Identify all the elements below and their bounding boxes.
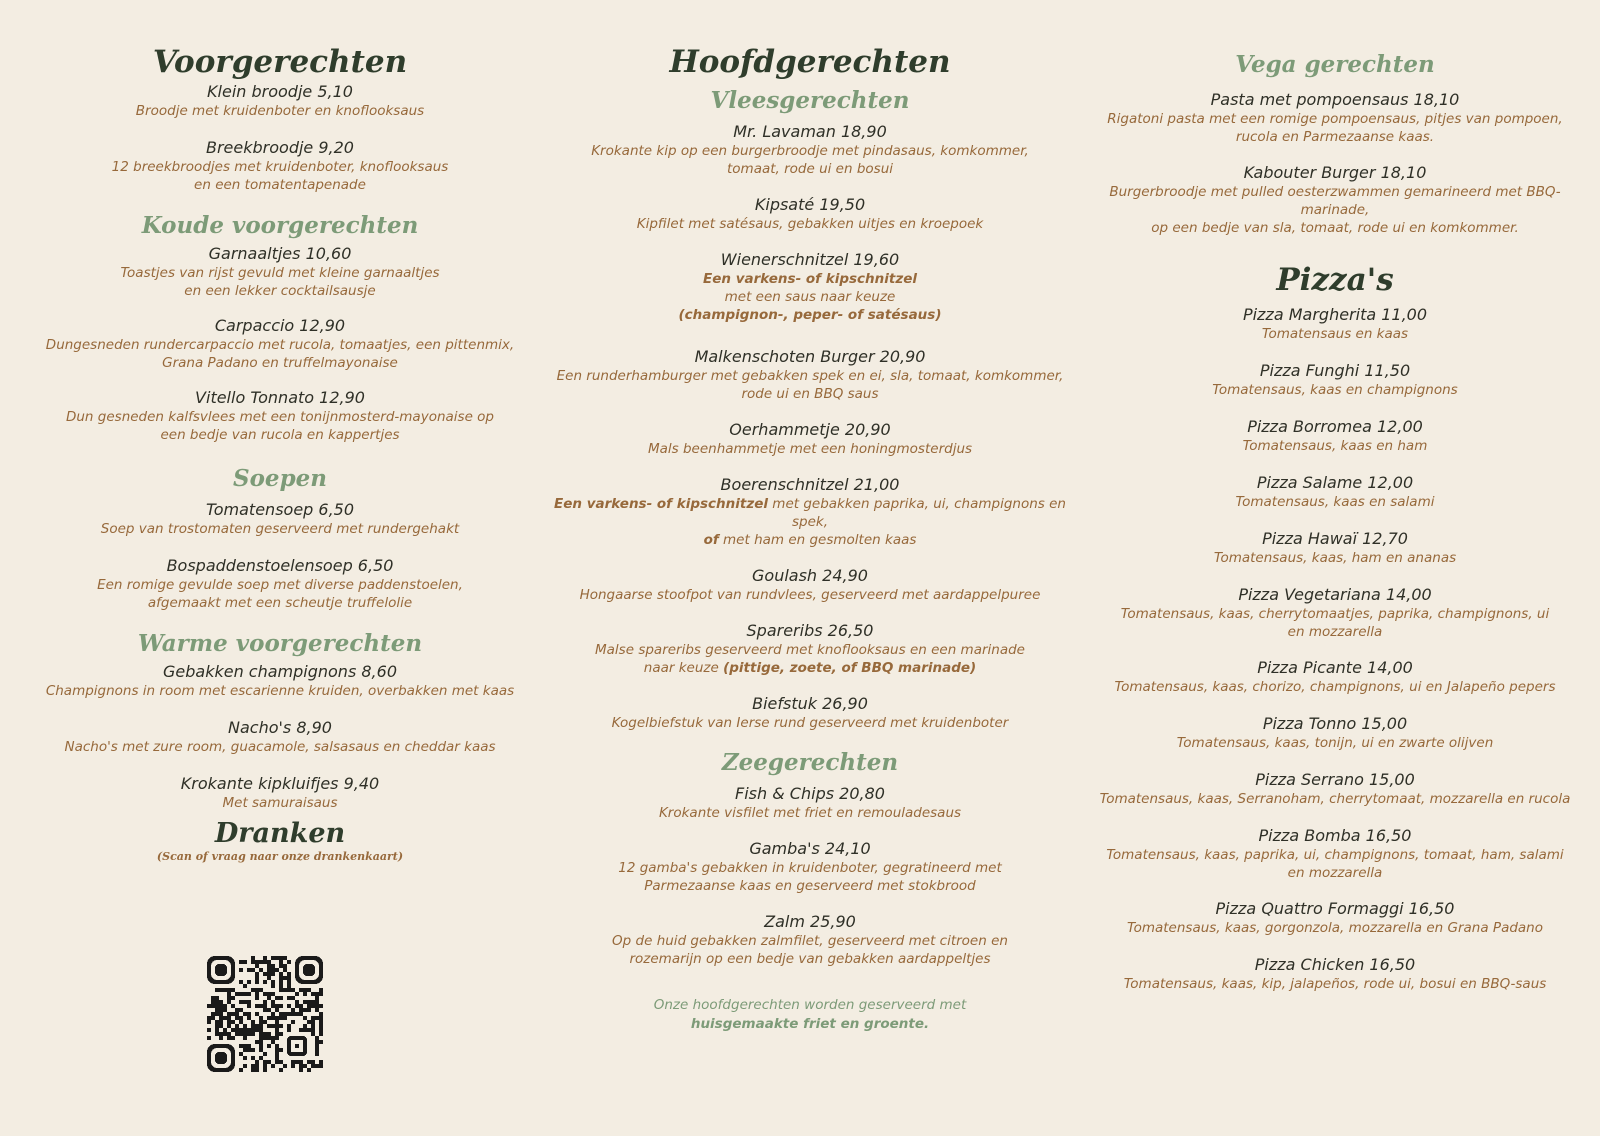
item-name: Pizza Tonno 15,00 [1262, 714, 1408, 733]
menu-item [1080, 826, 1590, 882]
section-title-pizzas: Pizza's [1276, 262, 1394, 298]
footnote: Onze hoofdgerechten worden geserveerd met [653, 997, 967, 1013]
item-name: Mr. Lavaman 18,90 [733, 122, 887, 141]
item-desc: Tomatensaus, kaas en champignons [1212, 382, 1458, 398]
item-desc: Krokante kip op een burgerbroodje met pindasaus, komkommer, [591, 143, 1029, 159]
menu-item [1080, 361, 1590, 399]
item-desc: Tomatensaus, kaas, Serranoham, cherrytomaat, mozzarella en rucola [1099, 791, 1571, 807]
item-desc: Nacho's met zure room, guacamole, salsasaus en cheddar kaas [64, 739, 496, 755]
item-desc: Malse spareribs geserveerd met knoflooksaus en een marinade [595, 642, 1025, 658]
menu-item [550, 122, 1070, 178]
item-name: Pizza Serrano 15,00 [1255, 770, 1415, 789]
menu-item [550, 784, 1070, 822]
item-desc: Krokante visfilet met friet en remouladesaus [658, 805, 962, 821]
item-name: Tomatensoep 6,50 [205, 500, 355, 519]
menu-item [30, 316, 530, 372]
menu-item [550, 912, 1070, 968]
item-desc: Hongaarse stoofpot van rundvlees, geserveerd met aardappelpuree [579, 587, 1041, 603]
menu-item [1080, 529, 1590, 567]
menu-item [30, 774, 530, 812]
item-name: Pizza Funghi 11,50 [1259, 361, 1411, 380]
item-name: Wienerschnitzel 19,60 [720, 250, 900, 269]
left-column [30, 0, 530, 864]
item-desc: Een varkens- of kipschnitzel [703, 271, 917, 287]
item-name: Bospaddenstoelensoep 6,50 [166, 556, 394, 575]
item-name: Spareribs 26,50 [746, 621, 874, 640]
item-name: Oerhammetje 20,90 [729, 420, 891, 439]
menu-item [1080, 899, 1590, 937]
item-name: Vitello Tonnato 12,90 [195, 388, 365, 407]
item-name: Pizza Margherita 11,00 [1242, 305, 1428, 324]
menu-item [1080, 417, 1590, 455]
item-name: Nacho's 8,90 [228, 718, 332, 737]
footnote-bold: huisgemaakte friet en groente. [690, 1016, 930, 1032]
item-desc: rode ui en BBQ saus [741, 386, 879, 402]
menu-item [1080, 658, 1590, 696]
item-desc: Tomatensaus, kaas, tonijn, ui en zwarte olijven [1176, 735, 1494, 751]
section-title-voorgerechten: Voorgerechten [152, 44, 408, 80]
item-name: Garnaaltjes 10,60 [208, 244, 352, 263]
menu-item [550, 694, 1070, 732]
section-title-hoofdgerechten: Hoofdgerechten [669, 44, 951, 80]
item-desc: Dungesneden rundercarpaccio met rucola, tomaatjes, een pittenmix, [45, 337, 515, 353]
menu-item [550, 566, 1070, 604]
dranken-subtitle: (Scan of vraag naar onze drankenkaart) [156, 850, 404, 863]
item-name: Pizza Borromea 12,00 [1247, 417, 1423, 436]
item-desc: Toastjes van rijst gevuld met kleine garnaaltjes [120, 265, 440, 281]
item-name: Pizza Salame 12,00 [1256, 473, 1414, 492]
menu-item [30, 82, 530, 120]
item-desc: Tomatensaus, kaas, ham en ananas [1213, 550, 1457, 566]
section-title-soepen: Soepen [232, 465, 328, 492]
item-name: Pizza Vegetariana 14,00 [1238, 585, 1432, 604]
menu-item [550, 347, 1070, 403]
item-name: Gamba's 24,10 [749, 839, 871, 858]
item-desc: tomaat, rode ui en bosui [726, 161, 894, 177]
menu-item [1080, 90, 1590, 146]
item-name: Pizza Bomba 16,50 [1258, 826, 1412, 845]
menu-item [550, 195, 1070, 233]
desc-bold: Een varkens- of kipschnitzel [554, 496, 768, 512]
item-desc: op een bedje van sla, tomaat, rode ui en komkommer. [1151, 220, 1519, 236]
right-column [1080, 0, 1590, 993]
item-name: Breekbroodje 9,20 [206, 138, 354, 157]
section-title-zee: Zeegerechten [721, 749, 899, 776]
item-desc: Tomatensaus, kaas en ham [1242, 438, 1428, 454]
item-name: Malkenschoten Burger 20,90 [694, 347, 926, 366]
item-desc: Een runderhamburger met gebakken spek en ei, sla, tomaat, komkommer, [556, 368, 1064, 384]
menu-item [1080, 770, 1590, 808]
item-name: Pizza Quattro Formaggi 16,50 [1215, 899, 1455, 918]
item-desc: Kogelbiefstuk van Ierse rund geserveerd met kruidenboter [611, 715, 1009, 731]
item-name: Kabouter Burger 18,10 [1243, 163, 1427, 182]
item-desc: een bedje van rucola en kappertjes [160, 427, 400, 443]
desc-text: naar keuze [643, 660, 724, 676]
item-desc [550, 495, 1070, 531]
desc-text: met ham en gesmolten kaas [718, 532, 917, 548]
item-desc: Burgerbroodje met pulled oesterzwammen gemarineerd met BBQ-marinade, [1109, 184, 1561, 218]
menu-item [30, 662, 530, 700]
item-desc: Tomatensaus, kaas, gorgonzola, mozzarella en Grana Padano [1127, 920, 1543, 936]
section-title-warme: Warme voorgerechten [137, 630, 423, 657]
menu-item [1080, 714, 1590, 752]
menu-item [1080, 473, 1590, 511]
item-desc: Een romige gevulde soep met diverse paddenstoelen, [97, 577, 463, 593]
menu-item [550, 420, 1070, 458]
section-title-vlees: Vleesgerechten [710, 87, 910, 114]
item-desc: Tomatensaus, kaas, chorizo, champignons, ui en Jalapeño pepers [1114, 679, 1556, 695]
menu-item [550, 250, 1070, 324]
menu-item [550, 839, 1070, 895]
menu-item [30, 244, 530, 300]
desc-bold: (pittige, zoete, of BBQ marinade) [723, 660, 977, 676]
desc-text: met gebakken paprika, ui, champignons en spek, [768, 496, 1066, 530]
item-desc: Kipfilet met satésaus, gebakken uitjes en kroepoek [636, 216, 984, 232]
qr-code-icon[interactable] [207, 956, 323, 1072]
menu-item [1080, 585, 1590, 641]
menu-item [550, 621, 1070, 677]
item-desc: Tomatensaus, kaas, cherrytomaatjes, paprika, champignons, ui [1120, 606, 1550, 622]
item-desc: rucola en Parmezaanse kaas. [1235, 129, 1435, 145]
item-desc: 12 gamba's gebakken in kruidenboter, gegratineerd met [618, 860, 1002, 876]
item-desc: 12 breekbroodjes met kruidenboter, knoflooksaus [111, 159, 449, 175]
menu-item [30, 718, 530, 756]
item-name: Carpaccio 12,90 [214, 316, 346, 335]
item-desc: Tomatensaus en kaas [1261, 326, 1409, 342]
item-desc: Met samuraisaus [222, 795, 338, 811]
item-desc: Rigatoni pasta met een romige pompoensaus, pitjes van pompoen, [1107, 111, 1563, 127]
item-name: Goulash 24,90 [752, 566, 868, 585]
item-desc: Parmezaanse kaas en geserveerd met stokbrood [644, 878, 976, 894]
item-name: Pizza Picante 14,00 [1257, 658, 1413, 677]
item-desc: Grana Padano en truffelmayonaise [162, 355, 398, 371]
item-desc: Broodje met kruidenboter en knoflooksaus [135, 103, 425, 119]
item-name: Gebakken champignons 8,60 [162, 662, 397, 681]
item-desc: rozemarijn op een bedje van gebakken aardappeltjes [629, 951, 991, 967]
menu-item [30, 138, 530, 194]
item-desc: Tomatensaus, kaas, kip, jalapeños, rode ui, bosui en BBQ-saus [1123, 976, 1547, 992]
item-name: Kipsaté 19,50 [754, 195, 866, 214]
menu-item [550, 475, 1070, 549]
menu-item [1080, 163, 1590, 237]
item-name: Zalm 25,90 [764, 912, 856, 931]
item-name: Klein broodje 5,10 [207, 82, 353, 101]
item-name: Biefstuk 26,90 [752, 694, 868, 713]
item-desc: Champignons in room met escarienne kruiden, overbakken met kaas [45, 683, 515, 699]
menu-item [30, 388, 530, 444]
item-desc: met een saus naar keuze [724, 289, 896, 305]
item-desc: Soep van trostomaten geserveerd met rundergehakt [100, 521, 460, 537]
desc-bold: of [703, 532, 719, 548]
menu-item [30, 556, 530, 612]
item-desc: en een lekker cocktailsausje [184, 283, 376, 299]
item-name: Boerenschnitzel 21,00 [720, 475, 900, 494]
item-desc: afgemaakt met een scheutje truffelolie [147, 595, 413, 611]
item-desc: Op de huid gebakken zalmfilet, geserveerd met citroen en [612, 933, 1008, 949]
item-desc: (champignon-, peper- of satésaus) [678, 307, 942, 323]
item-name: Pasta met pompoensaus 18,10 [1210, 90, 1460, 109]
item-name: Pizza Chicken 16,50 [1254, 955, 1416, 974]
menu-item [30, 500, 530, 538]
item-desc: Tomatensaus, kaas, paprika, ui, champignons, tomaat, ham, salami [1106, 847, 1564, 863]
item-desc: en mozzarella [1287, 865, 1383, 881]
section-title-dranken: Dranken [214, 818, 346, 849]
item-name: Pizza Hawaï 12,70 [1262, 529, 1408, 548]
item-desc: en een tomatentapenade [194, 177, 366, 193]
item-desc: en mozzarella [1287, 624, 1383, 640]
item-name: Krokante kipkluifjes 9,40 [180, 774, 380, 793]
item-desc [550, 659, 1070, 677]
middle-column [550, 0, 1070, 1034]
item-desc: Tomatensaus, kaas en salami [1235, 494, 1435, 510]
item-desc: Dun gesneden kalfsvlees met een tonijnmosterd-mayonaise op [65, 409, 494, 425]
section-title-vega: Vega gerechten [1235, 51, 1435, 78]
menu-item [1080, 955, 1590, 993]
menu-item [1080, 305, 1590, 343]
section-title-koude: Koude voorgerechten [141, 212, 419, 239]
item-desc: Mals beenhammetje met een honingmosterdjus [647, 441, 973, 457]
item-desc [550, 531, 1070, 549]
item-name: Fish & Chips 20,80 [735, 784, 885, 803]
